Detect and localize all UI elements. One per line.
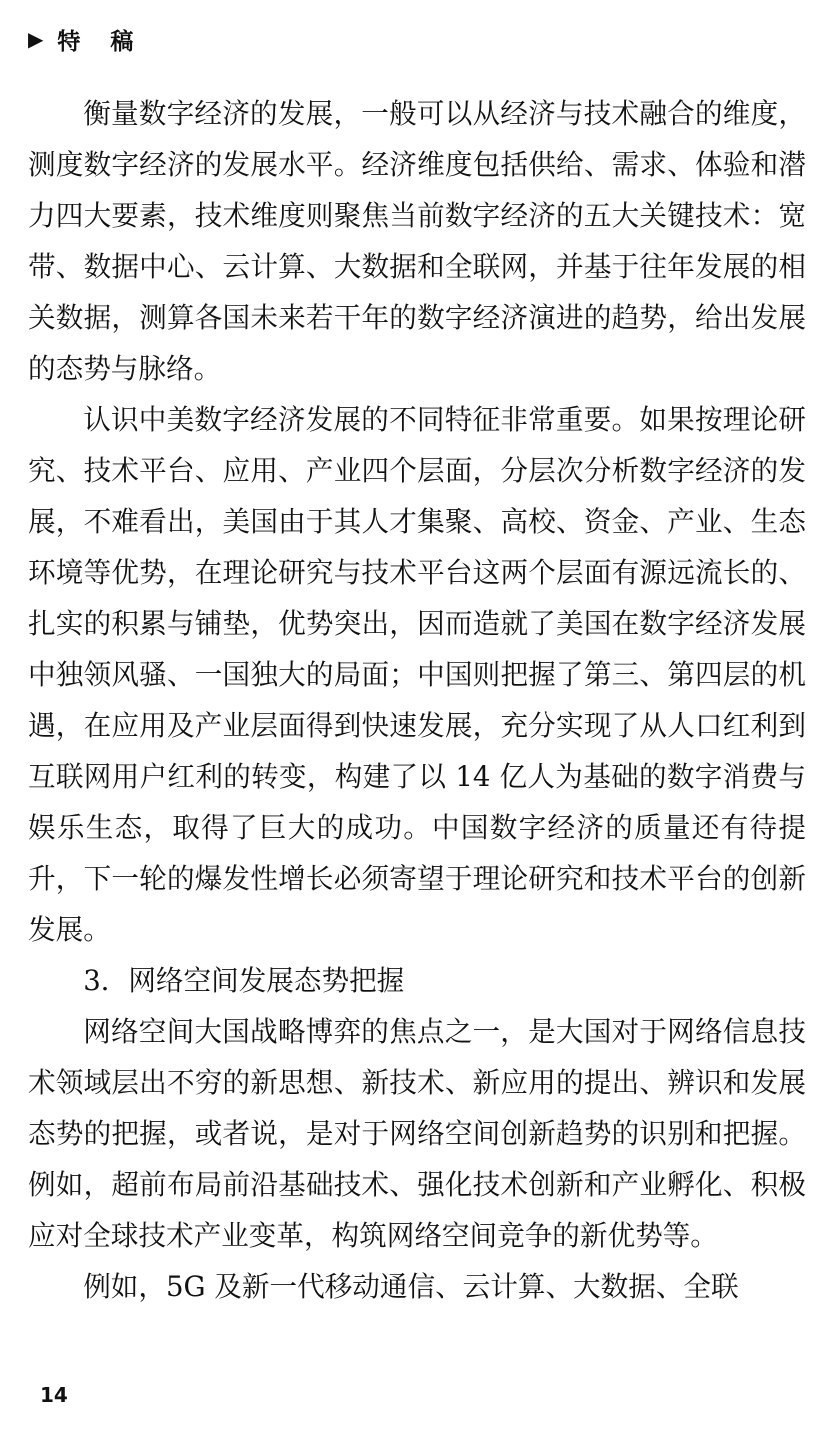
article-body [28,88,806,1312]
triangle-marker-icon: ▶ [28,27,44,51]
paragraph-example-5g: 例如，5G 及新一代移动通信、云计算、大数据、全联 [83,1270,739,1303]
paragraph-digital-economy-measurement: 衡量数字经济的发展，一般可以从经济与技术融合的维度，测度数字经济的发展水平。经济维度包括供给、需求、体验和潜力四大要素，技术维度则聚焦当前数字经济的五大关键技术：宽带、数据中心、云计算、大数据和全联网，并基于往年发展的相关数据，测算各国未来若干年的数字经济演进的趋势，给出发展的态势与脉络。 [28,97,806,385]
section-heading: 3．网络空间发展态势把握 [83,964,405,997]
section-header [28,22,163,56]
page-number: 14 [40,1383,68,1407]
paragraph-cyberspace-strategy: 网络空间大国战略博弈的焦点之一，是大国对于网络信息技术领域层出不穷的新思想、新技术、新应用的提出、辨识和发展态势的把握，或者说，是对于网络空间创新趋势的识别和把握。例如，超前布局前沿基础技术、强化技术创新和产业孵化、积极应对全球技术产业变革，构筑网络空间竞争的新优势等。 [28,1015,806,1252]
section-label: 特稿 [57,28,164,55]
paragraph-china-us-comparison: 认识中美数字经济发展的不同特征非常重要。如果按理论研究、技术平台、应用、产业四个层面，分层次分析数字经济的发展，不难看出，美国由于其人才集聚、高校、资金、产业、生态环境等优势，在理论研究与技术平台这两个层面有源远流长的、扎实的积累与铺垫，优势突出，因而造就了美国在数字经济发展中独领风骚、一国独大的局面；中国则把握了第三、第四层的机遇，在应用及产业层面得到快速发展，充分实现了从人口红利到互联网用户红利的转变，构建了以 14 亿人为基础的数字消费与娱乐生态，取得了巨大的成功。中国数字经济的质量还有待提升，下一轮的爆发性增长必须寄望于理论研究和技术平台的创新发展。 [28,403,806,946]
